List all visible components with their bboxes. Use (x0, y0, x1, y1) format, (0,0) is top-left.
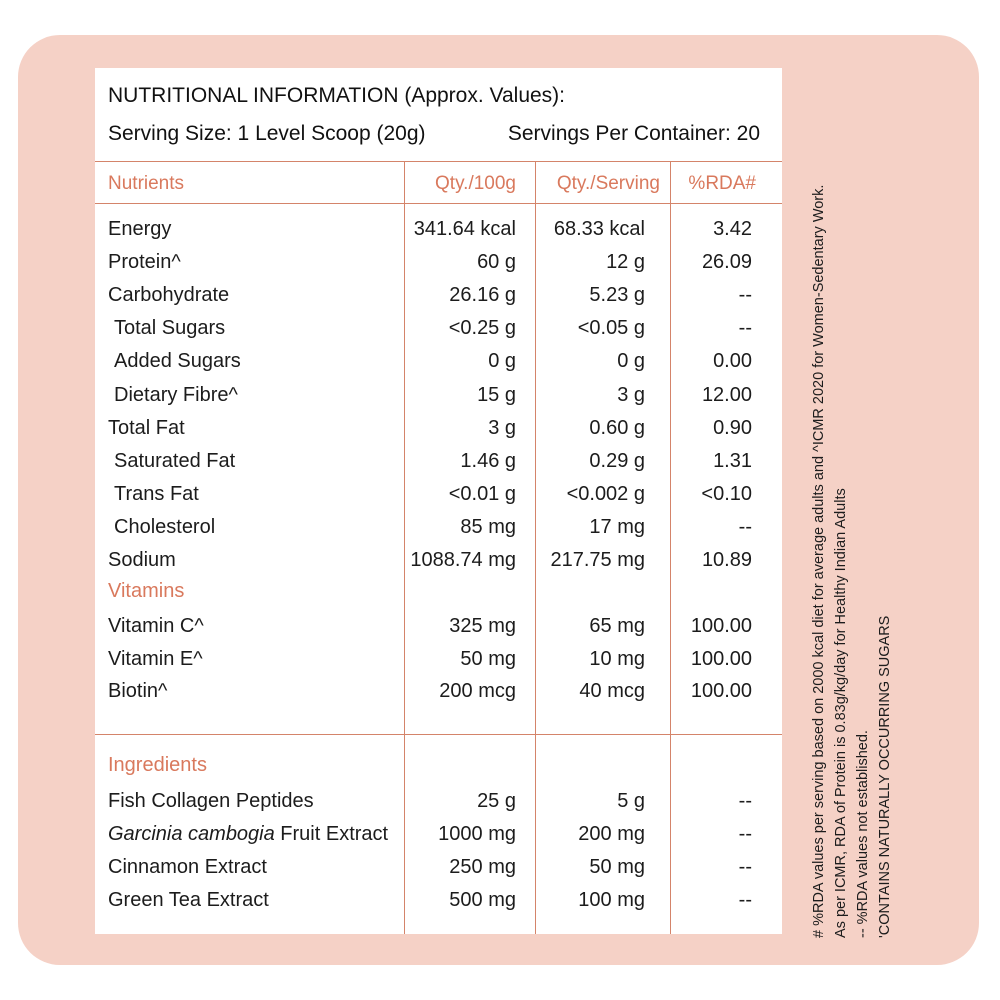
row-name: Vitamin E^ (108, 647, 203, 670)
row-rda: 100.00 (690, 680, 752, 702)
vitamins-heading: Vitamins (108, 580, 185, 602)
row-qty-serving: 200 mg (578, 823, 645, 845)
header-nutrients: Nutrients (108, 173, 185, 194)
row-qty-serving: 0.29 g (589, 449, 645, 472)
footnote-protein-rda: As per ICMR, RDA of Protein is 0.83g/kg/day for Healthy Indian Adults (833, 488, 849, 938)
row-qty-100g: 60 g (477, 251, 516, 274)
row-name: Dietary Fibre^ (114, 383, 238, 406)
row-name-italic: Garcinia cambogia (108, 823, 275, 845)
row-qty-100g: <0.01 g (448, 482, 516, 505)
row-name (108, 819, 388, 849)
table-row (95, 644, 782, 674)
row-qty-100g: 15 g (477, 383, 516, 406)
footnote-natural-sugars: 'CONTAINS NATURALLY OCCURRING SUGARS (877, 615, 893, 938)
row-rda: -- (738, 823, 752, 845)
row-rda: 100.00 (690, 615, 752, 637)
table-row (95, 247, 782, 277)
footnotes (808, 185, 896, 938)
footnote-rda-basis: # %RDA values per serving based on 2000 kcal diet for average adults and ^ICMR 2020 for Women-Sedentary Work. (811, 184, 827, 938)
header-top-rule (95, 161, 782, 162)
row-qty-serving: 68.33 kcal (553, 218, 645, 240)
row-name: Cholesterol (114, 515, 216, 538)
ingredients-divider (95, 734, 782, 735)
row-qty-100g: 341.64 kcal (413, 218, 516, 240)
table-row (95, 676, 782, 706)
table-row (95, 479, 782, 509)
row-rda: 10.89 (701, 549, 752, 571)
row-name: Biotin^ (108, 680, 168, 702)
header-qty-serving: Qty./Serving (556, 173, 660, 194)
row-qty-serving: 3 g (617, 383, 645, 406)
row-rda: 26.09 (701, 251, 752, 274)
row-name: Total Sugars (114, 317, 226, 340)
row-qty-serving: 65 mg (589, 615, 645, 637)
row-rda: -- (738, 856, 752, 878)
row-qty-100g: 200 mcg (439, 680, 516, 702)
row-qty-serving: 5.23 g (589, 284, 645, 307)
row-qty-serving: 0.60 g (589, 416, 645, 439)
row-rda: -- (738, 889, 752, 911)
row-qty-serving: 17 mg (589, 515, 645, 538)
row-qty-serving: 50 mg (589, 856, 645, 878)
table-row (95, 413, 782, 443)
row-name-rest: Fruit Extract (274, 823, 389, 845)
row-name: Saturated Fat (114, 449, 236, 472)
row-name: Total Fat (108, 416, 185, 439)
row-qty-serving: 0 g (617, 350, 645, 373)
row-qty-100g: 26.16 g (449, 284, 516, 307)
row-qty-100g: 3 g (488, 416, 516, 439)
table-row (95, 380, 782, 410)
row-qty-100g: 1000 mg (438, 823, 516, 845)
row-name: Fish Collagen Peptides (108, 790, 314, 812)
nutrition-table-card (95, 68, 782, 934)
table-row (95, 885, 782, 915)
table-title: NUTRITIONAL INFORMATION (Approx. Values): (108, 84, 566, 107)
row-qty-serving: 10 mg (589, 647, 645, 670)
row-qty-100g: 250 mg (449, 856, 516, 878)
row-qty-serving: 5 g (617, 790, 645, 812)
row-rda: 3.42 (713, 218, 752, 240)
row-qty-100g: 25 g (477, 790, 516, 812)
table-row (95, 852, 782, 882)
row-qty-serving: <0.002 g (566, 482, 645, 505)
row-qty-100g: 50 mg (460, 647, 516, 670)
table-row (95, 611, 782, 641)
header-qty-100g: Qty./100g (435, 173, 516, 194)
row-name: Vitamin C^ (108, 615, 204, 637)
table-row (95, 214, 782, 244)
ingredients-heading: Ingredients (108, 754, 207, 776)
row-rda: -- (738, 284, 752, 307)
row-qty-100g: 1088.74 mg (410, 549, 516, 571)
row-qty-serving: 40 mcg (579, 680, 645, 702)
row-qty-100g: 325 mg (449, 615, 516, 637)
table-row (95, 786, 782, 816)
serving-size: Serving Size: 1 Level Scoop (20g) (108, 122, 426, 145)
row-rda: 0.00 (713, 350, 752, 373)
header-bottom-rule (95, 203, 782, 204)
row-name: Trans Fat (114, 482, 199, 505)
header-rda: %RDA# (688, 173, 756, 194)
row-qty-100g: 85 mg (460, 515, 516, 538)
row-name: Energy (108, 218, 172, 240)
servings-per-container: Servings Per Container: 20 (507, 122, 760, 145)
row-qty-100g: <0.25 g (448, 317, 516, 340)
row-name: Sodium (108, 549, 176, 571)
row-name: Green Tea Extract (108, 889, 269, 911)
row-rda: 12.00 (701, 383, 752, 406)
row-name: Added Sugars (114, 350, 241, 373)
row-rda: 100.00 (690, 647, 752, 670)
row-rda: -- (738, 317, 752, 340)
table-row (95, 280, 782, 310)
row-name: Protein^ (108, 251, 181, 274)
table-row (95, 313, 782, 343)
table-row (95, 819, 782, 849)
row-name: Carbohydrate (108, 284, 230, 307)
row-qty-100g: 0 g (488, 350, 516, 373)
row-qty-serving: 217.75 mg (550, 549, 645, 571)
row-rda: 1.31 (713, 449, 752, 472)
row-qty-100g: 500 mg (449, 889, 516, 911)
row-qty-serving: 12 g (606, 251, 645, 274)
row-qty-serving: 100 mg (578, 889, 645, 911)
row-qty-100g: 1.46 g (460, 449, 516, 472)
table-row (95, 512, 782, 542)
table-row (95, 446, 782, 476)
row-name: Cinnamon Extract (108, 856, 267, 878)
footnote-not-established: -- %RDA values not established. (855, 730, 871, 938)
row-rda: -- (738, 515, 752, 538)
table-row (95, 346, 782, 376)
row-qty-serving: <0.05 g (577, 317, 645, 340)
row-rda: <0.10 (701, 482, 752, 505)
table-row (95, 545, 782, 575)
row-rda: 0.90 (713, 416, 752, 439)
row-rda: -- (738, 790, 752, 812)
